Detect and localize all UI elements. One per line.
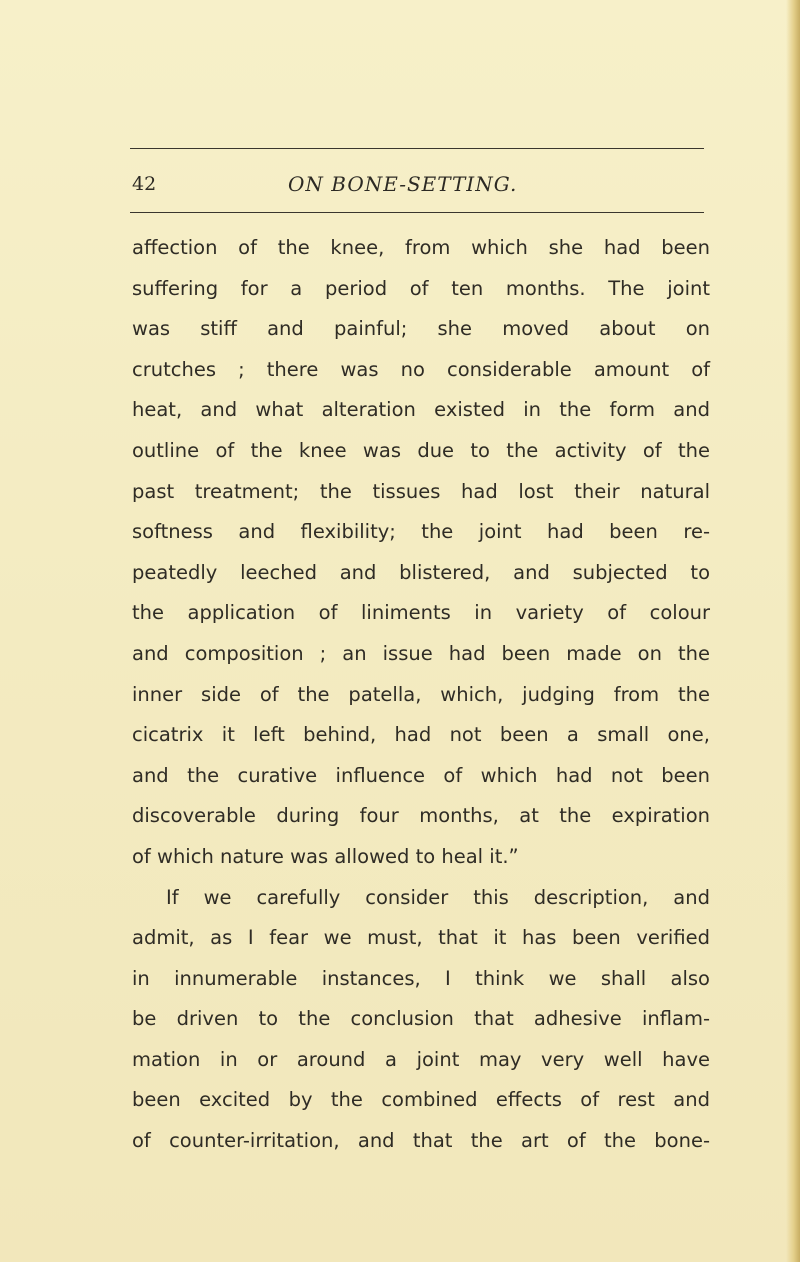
text-line: crutches ; there was no considerable amount of bbox=[132, 357, 710, 381]
text-line: be driven to the conclusion that adhesive inflam- bbox=[132, 1007, 710, 1031]
text-line: and the curative influence of which had not been bbox=[132, 763, 710, 787]
text-line: was stiff and painful; she moved about on bbox=[132, 317, 710, 341]
text-line: been excited by the combined effects of rest and bbox=[132, 1088, 710, 1112]
header-rule-bottom bbox=[130, 212, 704, 213]
text-line: admit, as I fear we must, that it has been verified bbox=[132, 926, 710, 950]
text-line: softness and flexibility; the joint had been re- bbox=[132, 520, 710, 544]
text-line: peatedly leeched and blistered, and subjected to bbox=[132, 560, 710, 584]
text-line: of which nature was allowed to heal it.” bbox=[132, 844, 519, 868]
text-line: inner side of the patella, which, judging from the bbox=[132, 682, 710, 706]
text-line: If we carefully consider this description, and bbox=[166, 885, 710, 909]
text-line: mation in or around a joint may very well have bbox=[132, 1047, 710, 1071]
text-line: cicatrix it left behind, had not been a small one, bbox=[132, 723, 710, 747]
text-line: outline of the knee was due to the activity of the bbox=[132, 438, 710, 462]
text-line: affection of the knee, from which she had been bbox=[132, 236, 710, 259]
text-line: the application of liniments in variety of colour bbox=[132, 601, 710, 625]
running-title: ON BONE-SETTING. bbox=[288, 172, 518, 196]
text-line: and composition ; an issue had been made on the bbox=[132, 641, 710, 665]
page-number: 42 bbox=[132, 173, 157, 195]
text-line: heat, and what alteration existed in the form and bbox=[132, 398, 710, 422]
body-text bbox=[132, 228, 710, 1162]
text-line: discoverable during four months, at the expiration bbox=[132, 804, 710, 828]
header-rule-top bbox=[130, 148, 704, 149]
text-line: past treatment; the tissues had lost their natural bbox=[132, 479, 710, 503]
page-edge-shadow bbox=[786, 0, 800, 1262]
text-line: in innumerable instances, I think we shall also bbox=[132, 966, 710, 990]
text-line: of counter-irritation, and that the art of the bone- bbox=[132, 1129, 710, 1153]
text-line: suffering for a period of ten months. The joint bbox=[132, 276, 710, 300]
